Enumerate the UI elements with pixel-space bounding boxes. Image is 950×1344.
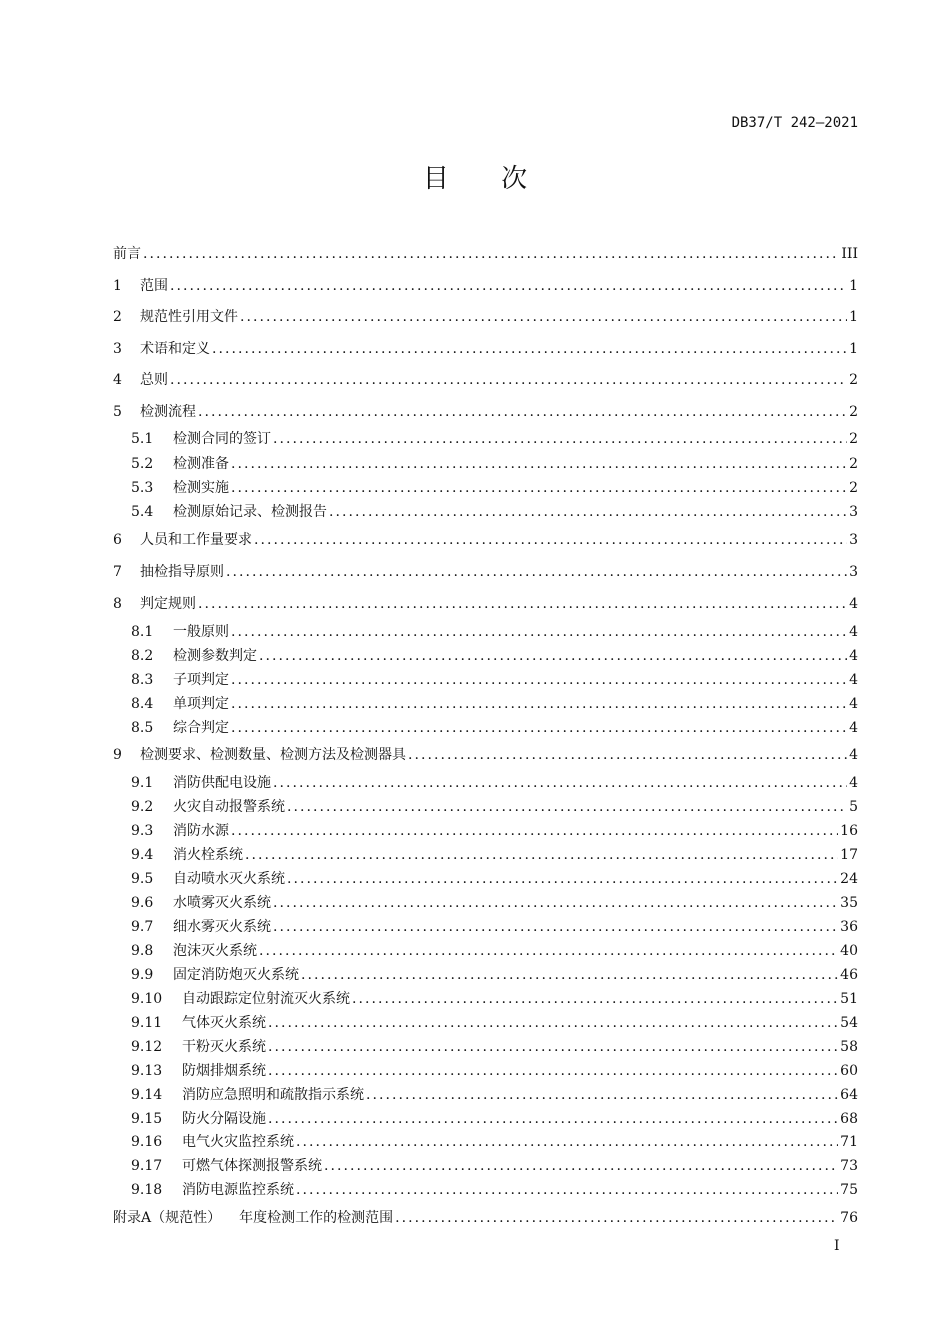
toc-entry[interactable] <box>131 1085 858 1105</box>
toc-entry-label: 检测准备 <box>173 456 229 472</box>
dot-leader <box>273 917 838 937</box>
toc-entry-label: 子项判定 <box>173 672 229 688</box>
toc-entry[interactable] <box>131 694 858 714</box>
toc-entry[interactable] <box>113 1208 858 1228</box>
dot-leader <box>198 594 847 614</box>
toc-entry-page: 4 <box>849 747 858 763</box>
toc-entry-number: 附录A（规范性） <box>113 1210 222 1226</box>
toc-entry-page: 4 <box>849 696 858 712</box>
dot-leader <box>408 745 847 765</box>
toc-entry[interactable] <box>131 454 858 474</box>
toc-entry[interactable] <box>131 1109 858 1129</box>
toc-entry-page: 2 <box>849 456 858 472</box>
dot-leader <box>231 718 847 738</box>
toc-entry[interactable] <box>131 622 858 642</box>
toc-entry-number: 8.5 <box>131 720 154 736</box>
toc-entry[interactable] <box>113 370 858 390</box>
dot-leader <box>268 1061 838 1081</box>
toc-entry-number: 9.4 <box>131 847 154 863</box>
toc-entry[interactable] <box>113 745 858 765</box>
toc-entry-number: 5.2 <box>131 456 154 472</box>
toc-entry-label: 消防电源监控系统 <box>182 1182 294 1198</box>
standard-number: DB37/T 242—2021 <box>731 115 858 131</box>
toc-entry[interactable] <box>131 1013 858 1033</box>
toc-entry-number: 9.11 <box>131 1015 163 1031</box>
toc-entry-label: 自动跟踪定位射流灭火系统 <box>182 991 350 1007</box>
toc-entry[interactable] <box>131 797 858 817</box>
dot-leader <box>287 869 838 889</box>
dot-leader <box>352 989 838 1009</box>
toc-entry-page: 40 <box>840 943 858 959</box>
toc-entry[interactable] <box>131 869 858 889</box>
toc-entry-label: 检测要求、检测数量、检测方法及检测器具 <box>140 747 406 763</box>
toc-entry[interactable] <box>113 530 858 550</box>
toc-entry-number: 9.16 <box>131 1134 163 1150</box>
toc-entry[interactable] <box>131 845 858 865</box>
toc-entry[interactable] <box>131 502 858 522</box>
dot-leader <box>143 244 839 264</box>
toc-entry-number: 9.1 <box>131 775 154 791</box>
toc-entry-number: 9.14 <box>131 1087 163 1103</box>
dot-leader <box>395 1208 838 1228</box>
dot-leader <box>231 694 847 714</box>
toc-entry[interactable] <box>113 307 858 327</box>
toc-entry-number: 9 <box>113 747 122 763</box>
toc-entry[interactable] <box>131 1132 858 1152</box>
toc-entry-number: 5 <box>113 404 122 420</box>
toc-entry[interactable] <box>113 402 858 422</box>
toc-entry-number: 9.6 <box>131 895 154 911</box>
toc-entry[interactable] <box>131 821 858 841</box>
toc-entry-label: 检测流程 <box>140 404 196 420</box>
toc-entry-number: 8 <box>113 596 122 612</box>
toc-entry-page: 51 <box>840 991 858 1007</box>
toc-entry-page: 1 <box>849 309 858 325</box>
toc-entry-number: 9.18 <box>131 1182 163 1198</box>
toc-entry[interactable] <box>113 244 858 264</box>
toc-entry-page: 5 <box>849 799 858 815</box>
toc-entry-page: 3 <box>849 504 858 520</box>
toc-entry-number: 8.1 <box>131 624 154 640</box>
toc-entry-number: 9.12 <box>131 1039 163 1055</box>
toc-entry-page: 24 <box>840 871 858 887</box>
page-title: 目 次 <box>422 164 550 194</box>
toc-entry-label: 消火栓系统 <box>173 847 243 863</box>
toc-entry-label: 消防供配电设施 <box>173 775 271 791</box>
toc-entry-number: 2 <box>113 309 122 325</box>
dot-leader <box>231 821 838 841</box>
toc-entry-number: 9.13 <box>131 1063 163 1079</box>
toc-entry-page: 2 <box>849 431 858 447</box>
toc-entry-number: 7 <box>113 564 122 580</box>
toc-entry-number: 8.4 <box>131 696 154 712</box>
toc-entry-label: 固定消防炮灭火系统 <box>173 967 299 983</box>
toc-entry-number: 3 <box>113 341 122 357</box>
dot-leader <box>170 276 847 296</box>
toc-entry-label: 消防水源 <box>173 823 229 839</box>
toc-entry-page: 3 <box>849 564 858 580</box>
toc-entry-label: 电气火灾监控系统 <box>182 1134 294 1150</box>
toc-entry[interactable] <box>113 594 858 614</box>
dot-leader <box>287 797 847 817</box>
toc-entry[interactable] <box>131 646 858 666</box>
toc-entry-page: 60 <box>840 1063 858 1079</box>
toc-entry[interactable] <box>113 339 858 359</box>
dot-leader <box>198 402 847 422</box>
toc-entry-page: 54 <box>840 1015 858 1031</box>
toc-entry-page: 4 <box>849 596 858 612</box>
toc-entry-label: 检测参数判定 <box>173 648 257 664</box>
toc-entry-number: 5.4 <box>131 504 154 520</box>
toc-entry-label: 消防应急照明和疏散指示系统 <box>182 1087 364 1103</box>
toc-entry[interactable] <box>131 773 858 793</box>
toc-entry-page: 17 <box>840 847 858 863</box>
dot-leader <box>296 1132 838 1152</box>
dot-leader <box>231 454 847 474</box>
dot-leader <box>254 530 847 550</box>
toc-entry[interactable] <box>131 429 858 449</box>
toc-entry-number: 9.8 <box>131 943 154 959</box>
toc-entry-number: 9.9 <box>131 967 154 983</box>
toc-entry[interactable] <box>131 718 858 738</box>
toc-entry[interactable] <box>131 941 858 961</box>
dot-leader <box>231 478 847 498</box>
dot-leader <box>245 845 838 865</box>
toc-entry-number: 9.17 <box>131 1158 163 1174</box>
toc-entry-page: III <box>841 246 858 262</box>
toc-entry-label: 一般原则 <box>173 624 229 640</box>
dot-leader <box>259 646 847 666</box>
toc-entry-page: 71 <box>840 1134 858 1150</box>
dot-leader <box>268 1109 838 1129</box>
dot-leader <box>273 773 847 793</box>
dot-leader <box>226 562 847 582</box>
toc-entry-number: 9.15 <box>131 1111 163 1127</box>
toc-entry-label: 判定规则 <box>140 596 196 612</box>
toc-entry-label: 细水雾灭火系统 <box>173 919 271 935</box>
toc-entry-page: 68 <box>840 1111 858 1127</box>
toc-entry-label: 规范性引用文件 <box>140 309 238 325</box>
dot-leader <box>273 893 838 913</box>
toc-entry[interactable] <box>131 670 858 690</box>
toc-entry-page: 73 <box>840 1158 858 1174</box>
toc-entry-page: 1 <box>849 341 858 357</box>
dot-leader <box>268 1037 838 1057</box>
toc-entry-page: 76 <box>840 1210 858 1226</box>
dot-leader <box>273 429 847 449</box>
toc-entry-label: 可燃气体探测报警系统 <box>182 1158 322 1174</box>
toc-entry-number: 8.3 <box>131 672 154 688</box>
toc-entry-page: 4 <box>849 672 858 688</box>
toc-entry[interactable] <box>131 1180 858 1200</box>
dot-leader <box>240 307 847 327</box>
toc-entry-label: 水喷雾灭火系统 <box>173 895 271 911</box>
toc-entry-page: 58 <box>840 1039 858 1055</box>
toc-entry-label: 检测原始记录、检测报告 <box>173 504 327 520</box>
dot-leader <box>231 670 847 690</box>
toc-entry-number: 9.10 <box>131 991 163 1007</box>
toc-entry-label: 检测合同的签订 <box>173 431 271 447</box>
toc-entry[interactable] <box>131 917 858 937</box>
toc-entry[interactable] <box>131 893 858 913</box>
toc-entry-label: 前言 <box>113 246 141 262</box>
toc-entry-page: 2 <box>849 404 858 420</box>
dot-leader <box>268 1013 838 1033</box>
toc-entry-label: 单项判定 <box>173 696 229 712</box>
toc-entry-label: 自动喷水灭火系统 <box>173 871 285 887</box>
toc-entry-page: 36 <box>840 919 858 935</box>
toc-entry-page: 35 <box>840 895 858 911</box>
toc-entry-page: 2 <box>849 480 858 496</box>
dot-leader <box>259 941 838 961</box>
dot-leader <box>366 1085 838 1105</box>
toc-entry[interactable] <box>131 965 858 985</box>
toc-entry[interactable] <box>131 478 858 498</box>
toc-entry[interactable] <box>113 562 858 582</box>
toc-entry-number: 5.3 <box>131 480 154 496</box>
toc-entry-number: 9.2 <box>131 799 154 815</box>
toc-entry-label: 检测实施 <box>173 480 229 496</box>
toc-entry-label: 防烟排烟系统 <box>182 1063 266 1079</box>
toc-entry-page: 2 <box>849 372 858 388</box>
toc-entry-number: 4 <box>113 372 122 388</box>
toc-entry-page: 64 <box>840 1087 858 1103</box>
toc-entry-label: 范围 <box>140 278 168 294</box>
toc-entry-number: 8.2 <box>131 648 154 664</box>
toc-entry-page: 4 <box>849 624 858 640</box>
toc-entry-page: 1 <box>849 278 858 294</box>
toc-entry-page: 16 <box>840 823 858 839</box>
toc-entry[interactable] <box>131 1156 858 1176</box>
dot-leader <box>301 965 838 985</box>
toc-entry-page: 4 <box>849 648 858 664</box>
toc-entry-label: 人员和工作量要求 <box>140 532 252 548</box>
toc-entry-number: 9.5 <box>131 871 154 887</box>
toc-entry-label: 气体灭火系统 <box>182 1015 266 1031</box>
toc-entry-number: 9.3 <box>131 823 154 839</box>
toc-entry-label: 抽检指导原则 <box>140 564 224 580</box>
toc-entry-number: 9.7 <box>131 919 154 935</box>
dot-leader <box>231 622 847 642</box>
dot-leader <box>329 502 847 522</box>
dot-leader <box>324 1156 838 1176</box>
toc-entry-number: 1 <box>113 278 122 294</box>
toc-entry-page: 3 <box>849 532 858 548</box>
toc-entry[interactable] <box>113 276 858 296</box>
dot-leader <box>296 1180 838 1200</box>
toc-entry-number: 5.1 <box>131 431 154 447</box>
toc-entry-number: 6 <box>113 532 122 548</box>
toc-entry-page: 46 <box>840 967 858 983</box>
toc-entry-label: 泡沫灭火系统 <box>173 943 257 959</box>
toc-entry-label: 综合判定 <box>173 720 229 736</box>
toc-entry-label: 火灾自动报警系统 <box>173 799 285 815</box>
toc-entry-label: 干粉灭火系统 <box>182 1039 266 1055</box>
toc-entry-label: 年度检测工作的检测范围 <box>239 1210 394 1226</box>
toc-entry-page: 4 <box>849 720 858 736</box>
toc-entry-label: 总则 <box>140 372 168 388</box>
dot-leader <box>170 370 847 390</box>
toc-entry[interactable] <box>131 1061 858 1081</box>
toc-entry[interactable] <box>131 989 858 1009</box>
toc-entry-page: 75 <box>840 1182 858 1198</box>
toc-entry-label: 术语和定义 <box>140 341 210 357</box>
dot-leader <box>212 339 847 359</box>
page-number: I <box>834 1238 840 1254</box>
toc-entry-page: 4 <box>849 775 858 791</box>
toc-entry[interactable] <box>131 1037 858 1057</box>
toc-entry-label: 防火分隔设施 <box>182 1111 266 1127</box>
